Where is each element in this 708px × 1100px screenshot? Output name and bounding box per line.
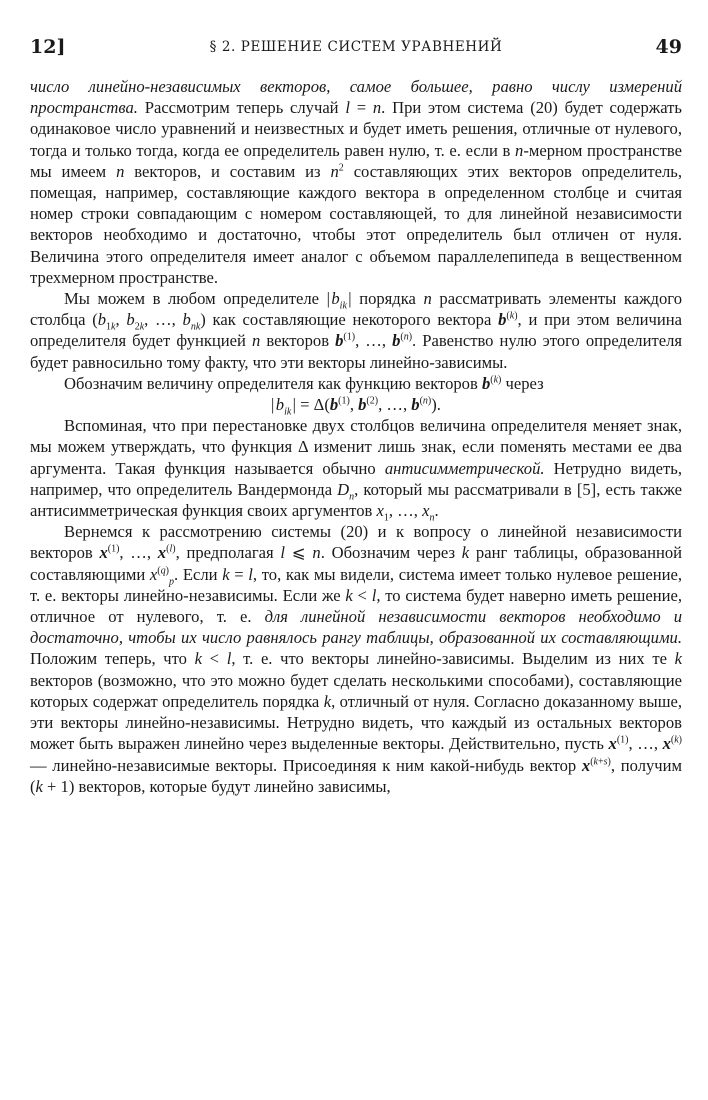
paragraph: Обозначим величину определителя как функцию векторов $b^{(k)}$ через	[64, 373, 544, 393]
section-marker: 12]	[30, 36, 66, 58]
paragraph: Мы можем в любом определителе | $b_{ik}$ | порядка n рассматривать элементы каждого столбца ($b_{1k}$, $b_{2k}$, …, $b_{nk}$) как составляющие некоторого вектора $b^{(k)}$, и при этом величина определителя будет функцией n векторов $b^{(1)}$, …, $b^{(n)}$. Равенство нулю этого определителя будет равносильно тому факту, что эти векторы линейно-зависимы.	[30, 289, 683, 372]
equation: | $b_{ik}$ | = $\Delta(b^{(1)}$, $b^{(2)}$, …, $b^{(n)}$).	[271, 395, 441, 418]
running-header	[30, 36, 682, 58]
paragraph: Вернемся к рассмотрению системы (20) и к вопросу о линейной независимости векторов $x^{(1)}$, …, $x^{(l)}$, предполагая l ⩽ n. Обозначим через k ранг таблицы, образованной составляющими $x^{(q)}_p$. Если k = l, то, как мы видели, система имеет только нулевое решение, т. е. векторы линейно-независимы. Если же k < l, то система будет наверно иметь решение, отличное от нулевого, т. е. для линейной независимости векторов необходимо и достаточно, чтобы их число равнялось рангу таблицы, образованной их составляющими. Положим теперь, что k < l, т. е. что векторы линейно-зависимы. Выделим из них те k векторов (возможно, что это можно будет сделать несколькими способами), составляющие которых содержат определитель порядка k, отличный от нуля. Согласно доказанному выше, эти векторы линейно-независимы. Нетрудно видеть, что каждый из остальных векторов может быть выражен линейно через выделенные векторы. Действительно, пусть $x^{(1)}$, …, $x^{(k)}$ — линейно-независимые векторы. Присоединяя к ним какой-нибудь вектор $x^{(k+s)}$, получим (k + 1) векторов, которые будут линейно зависимы,	[30, 522, 683, 796]
paragraph: Вспоминая, что при перестановке двух столбцов величина определителя меняет знак, мы можем утверждать, что функция Δ изменит лишь знак, если поменять местами ее два аргумента. Такая функция называется обычно антисимметрической. Нетрудно видеть, например, что определитель Вандермонда $D_n$, который мы рассматривали в [5], есть также антисимметрическая функция своих аргументов $x_1$, …, $x_n$.	[30, 416, 683, 524]
paragraph: число линейно-независимых векторов, самое большее, равно числу измерений пространства. Рассмотрим теперь случай l = n. При этом система (20) будет содержать одинаковое число уравнений и неизвестных и будет иметь решения, отличные от нулевого, тогда и только тогда, когда ее определитель равен нулю, т. е. если в n-мерном пространстве мы имеем n векторов, и составим из $n^2$ составляющих этих векторов определитель, помещая, например, составляющие каждого вектора в определенном столбце и считая номер строки совпадающим с номером составляющей, то для линейной независимости векторов необходимо и достаточно, чтобы этот определитель был отличен от нуля. Величина этого определителя имеет аналог с объемом параллелепипеда в вещественном трехмерном пространстве.	[30, 77, 683, 287]
body-text	[30, 76, 682, 797]
page-number: 49	[655, 36, 682, 58]
section-title: § 2. РЕШЕНИЕ СИСТЕМ УРАВНЕНИЙ	[209, 39, 503, 55]
